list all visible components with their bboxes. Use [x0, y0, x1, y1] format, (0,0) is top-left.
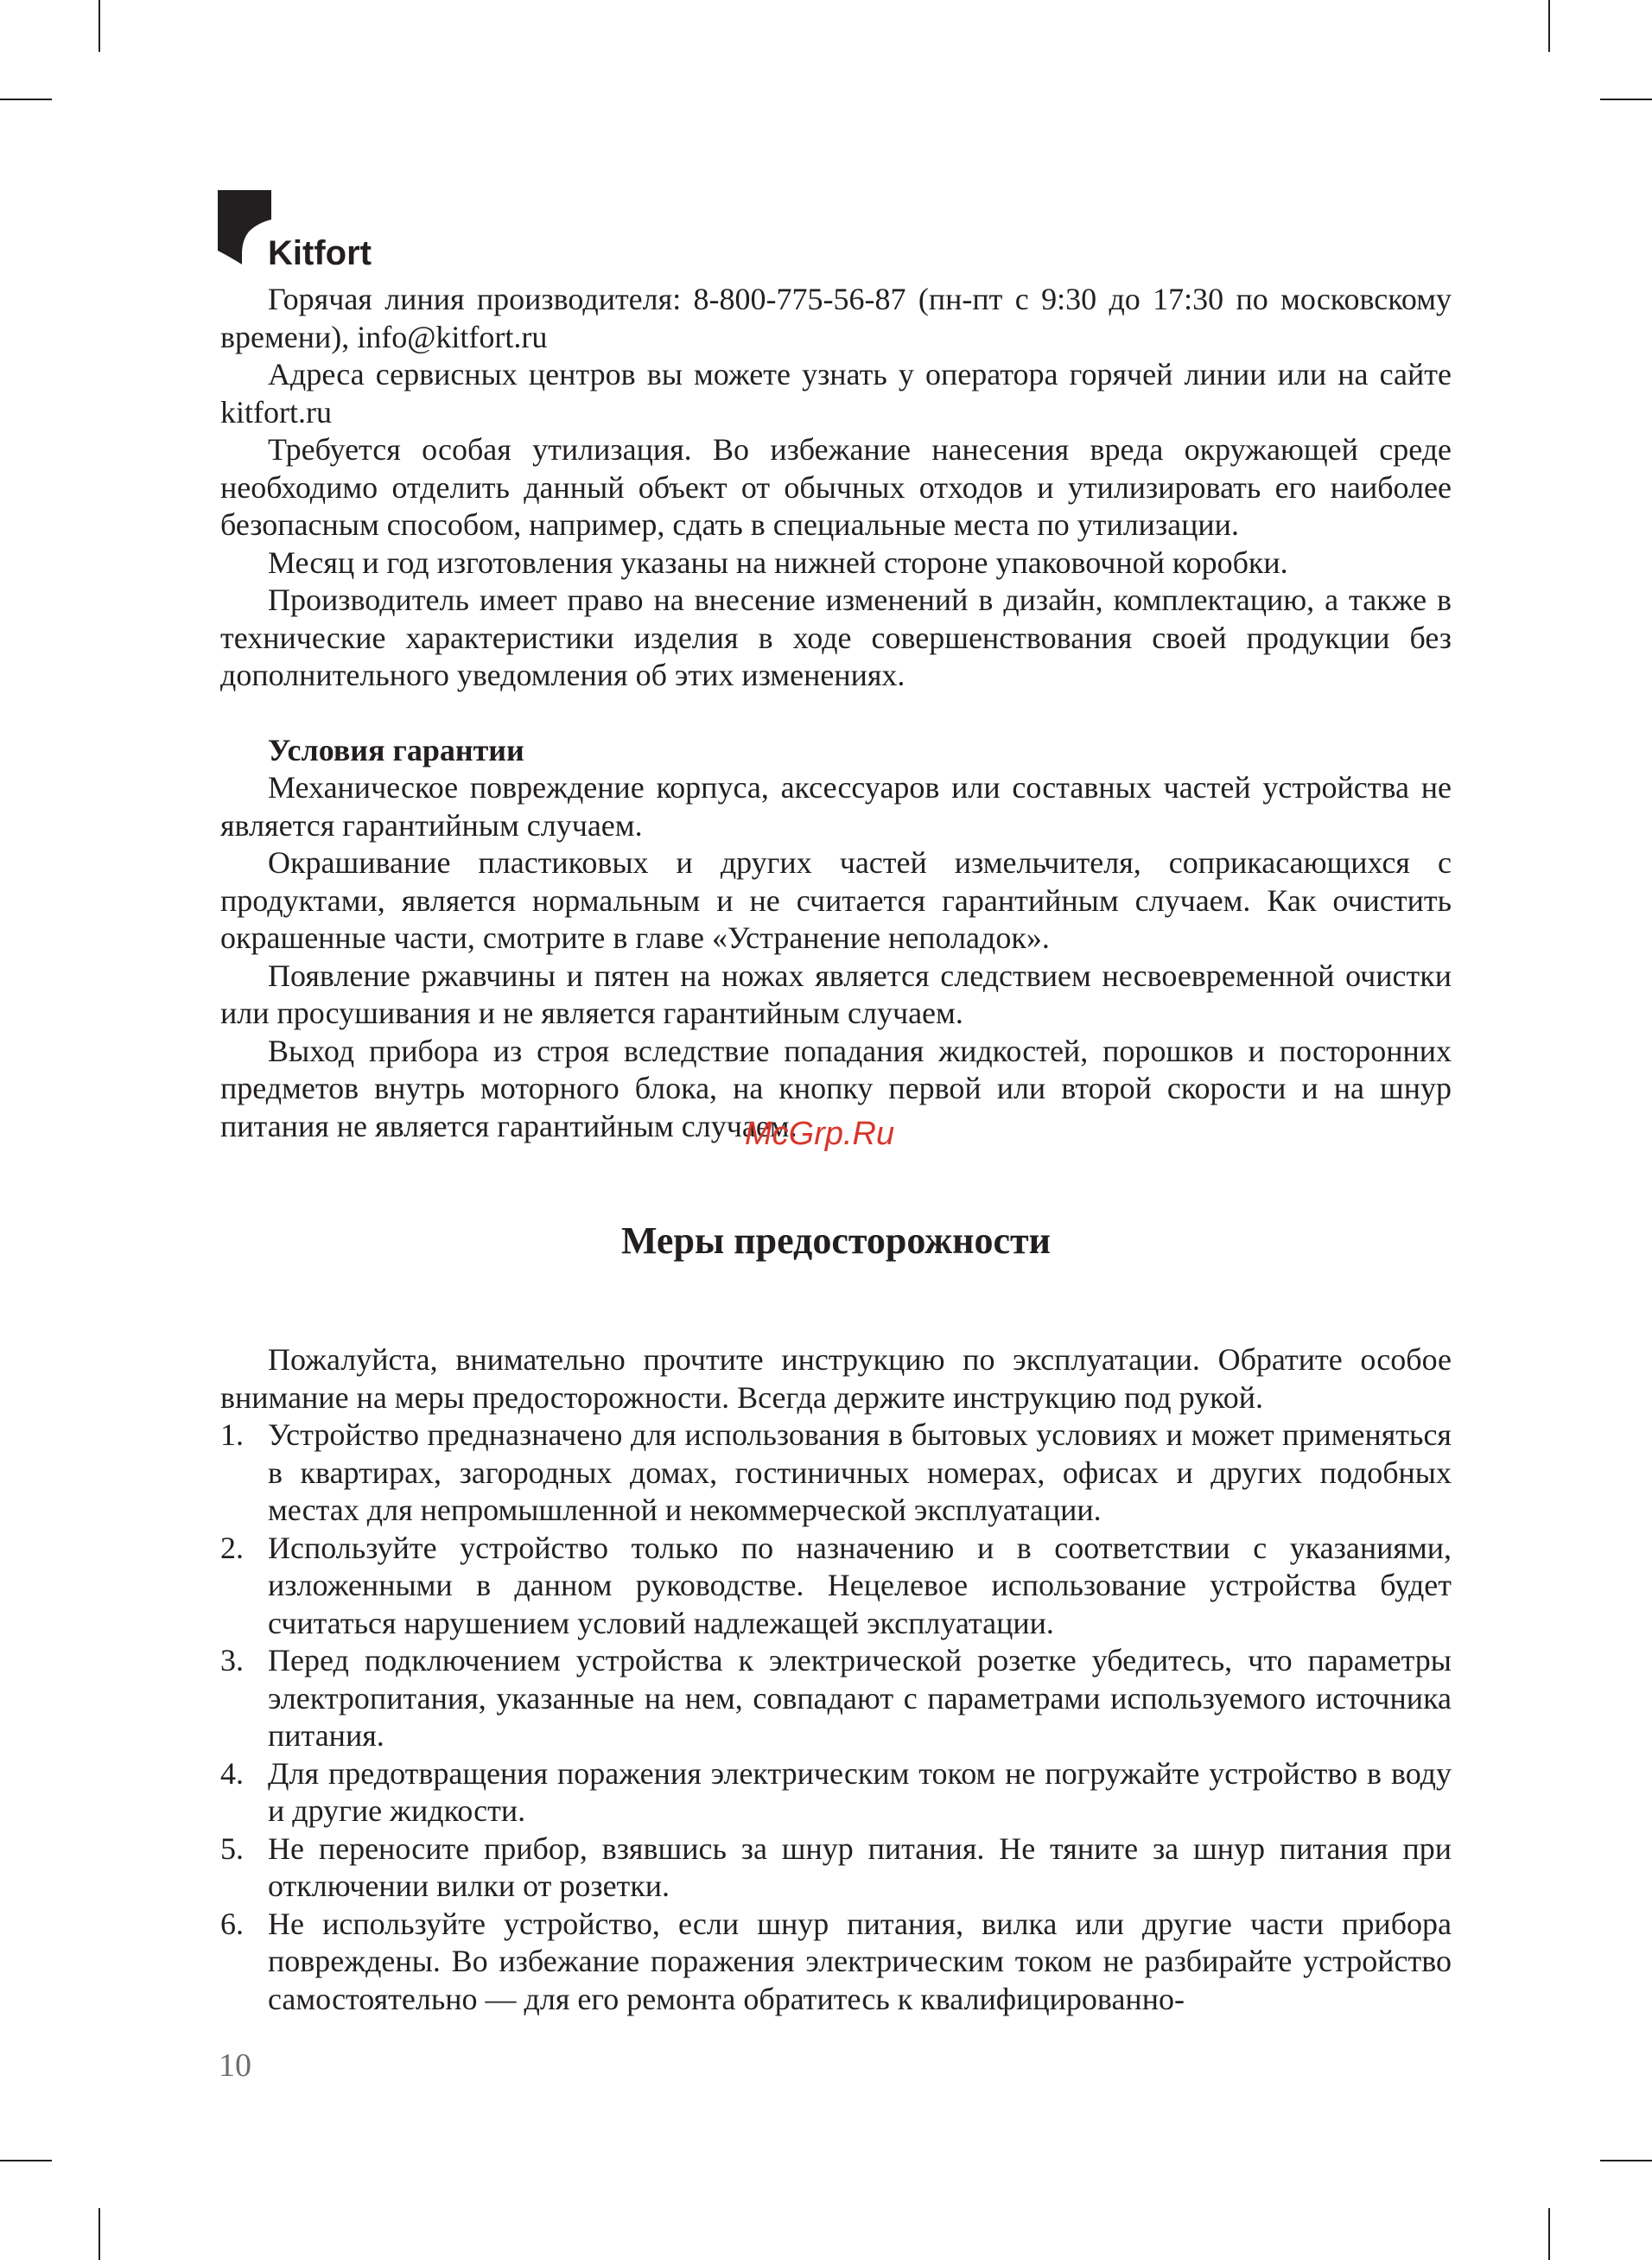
list-item-number: 6.: [220, 1906, 244, 1941]
crop-mark: [1548, 2208, 1550, 2260]
warranty-paragraph: Появление ржавчины и пятен на ножах является следствием несвоевременной очистки или просушивания и не является гарантийным случаем.: [220, 958, 1452, 1030]
disposal-paragraph: Требуется особая утилизация. Во избежание нанесения вреда окружающей среде необходимо отделить данный объект от обычных отходов и утилизировать его наиболее безопасным способом, например, сдать в специальные места по утилизации.: [220, 432, 1452, 542]
list-item-text: Не используйте устройство, если шнур питания, вилка или другие части прибора повреждены. Во избежание поражения электрическим током не разбирайте устройство самостоятельно — для его ремонта обратитесь к квалифицированно-: [268, 1906, 1452, 2016]
manufacturer-rights-paragraph: Производитель имеет право на внесение изменений в дизайн, комплектацию, а также в технические характеристики изделия в ходе совершенствования своей продукции без дополнительного уведомления об этих изменениях.: [220, 583, 1452, 692]
list-item: [220, 1642, 1452, 1755]
precautions-intro: Пожалуйста, внимательно прочтите инструкцию по эксплуатации. Обратите особое внимание на меры предосторожности. Всегда держите инструкцию под рукой.: [220, 1342, 1452, 1415]
list-item: [220, 1755, 1452, 1830]
list-item: [220, 1830, 1452, 1906]
list-item-number: 2.: [220, 1530, 244, 1565]
list-item-number: 4.: [220, 1755, 244, 1791]
crop-mark: [1600, 99, 1652, 100]
crop-mark: [1548, 0, 1550, 52]
crop-mark: [0, 99, 52, 100]
crop-mark: [98, 2208, 100, 2260]
list-item-text: Используйте устройство только по назначению и в соответствии с указаниями, изложенными в данном руководстве. Нецелевое использование устройства будет считаться нарушением условий надлежащей эксплуатации.: [268, 1530, 1452, 1640]
warranty-paragraph: Выход прибора из строя вследствие попадания жидкостей, порошков и посторонних предметов внутрь моторного блока, на кнопку первой или второй скорости и на шнур питания не является гарантийным случаем.: [220, 1033, 1452, 1143]
list-item: [220, 1906, 1452, 2019]
service-centers-paragraph: Адреса сервисных центров вы можете узнать у оператора горячей линии или на сайте kitfort.ru: [220, 357, 1452, 430]
list-item-text: Перед подключением устройства к электрической розетке убедитесь, что параметры электропитания, указанные на нем, совпадают с параметрами используемого источника питания.: [268, 1643, 1452, 1753]
warranty-paragraph: Механическое повреждение корпуса, аксессуаров или составных частей устройства не является гарантийным случаем.: [220, 770, 1452, 843]
list-item: [220, 1416, 1452, 1530]
list-item-number: 1.: [220, 1417, 244, 1452]
list-item: [220, 1530, 1452, 1643]
warranty-heading: Условия гарантии: [268, 732, 524, 767]
hotline-paragraph: Горячая линия производителя: 8-800-775-56-87 (пн-пт с 9:30 до 17:30 по московскому времени), info@kitfort.ru: [220, 282, 1452, 354]
warranty-paragraph: Окрашивание пластиковых и других частей измельчителя, соприкасающихся с продуктами, является нормальным и не считается гарантийным случаем. Как очистить окрашенные части, смотрите в главе «Устранение неполадок».: [220, 845, 1452, 955]
watermark: McGrp.Ru: [745, 1116, 895, 1152]
crop-mark: [1600, 2160, 1652, 2161]
brand-name: Kitfort: [268, 234, 372, 272]
crop-mark: [0, 2160, 52, 2161]
section-title: Меры предосторожности: [620, 1219, 1052, 1262]
list-item-text: Для предотвращения поражения электрическим током не погружайте устройство в воду и другие жидкости.: [268, 1755, 1452, 1828]
list-item-text: Не переносите прибор, взявшись за шнур питания. Не тяните за шнур питания при отключении вилки от розетки.: [268, 1830, 1452, 1903]
list-item-number: 5.: [220, 1830, 244, 1866]
precautions-list: [220, 1416, 1452, 2018]
list-item-number: 3.: [220, 1643, 244, 1677]
list-item-text: Устройство предназначено для использования в бытовых условиях и может применяться в квартирах, загородных домах, гостиничных номерах, офисах и других подобных местах для непромышленной и некоммерческой эксплуатации.: [268, 1417, 1452, 1527]
manufacture-date-paragraph: Месяц и год изготовления указаны на нижней стороне упаковочной коробки.: [268, 544, 1288, 580]
crop-mark: [98, 0, 100, 52]
brand-logo: [218, 190, 391, 277]
page-number: 10: [219, 2047, 251, 2084]
